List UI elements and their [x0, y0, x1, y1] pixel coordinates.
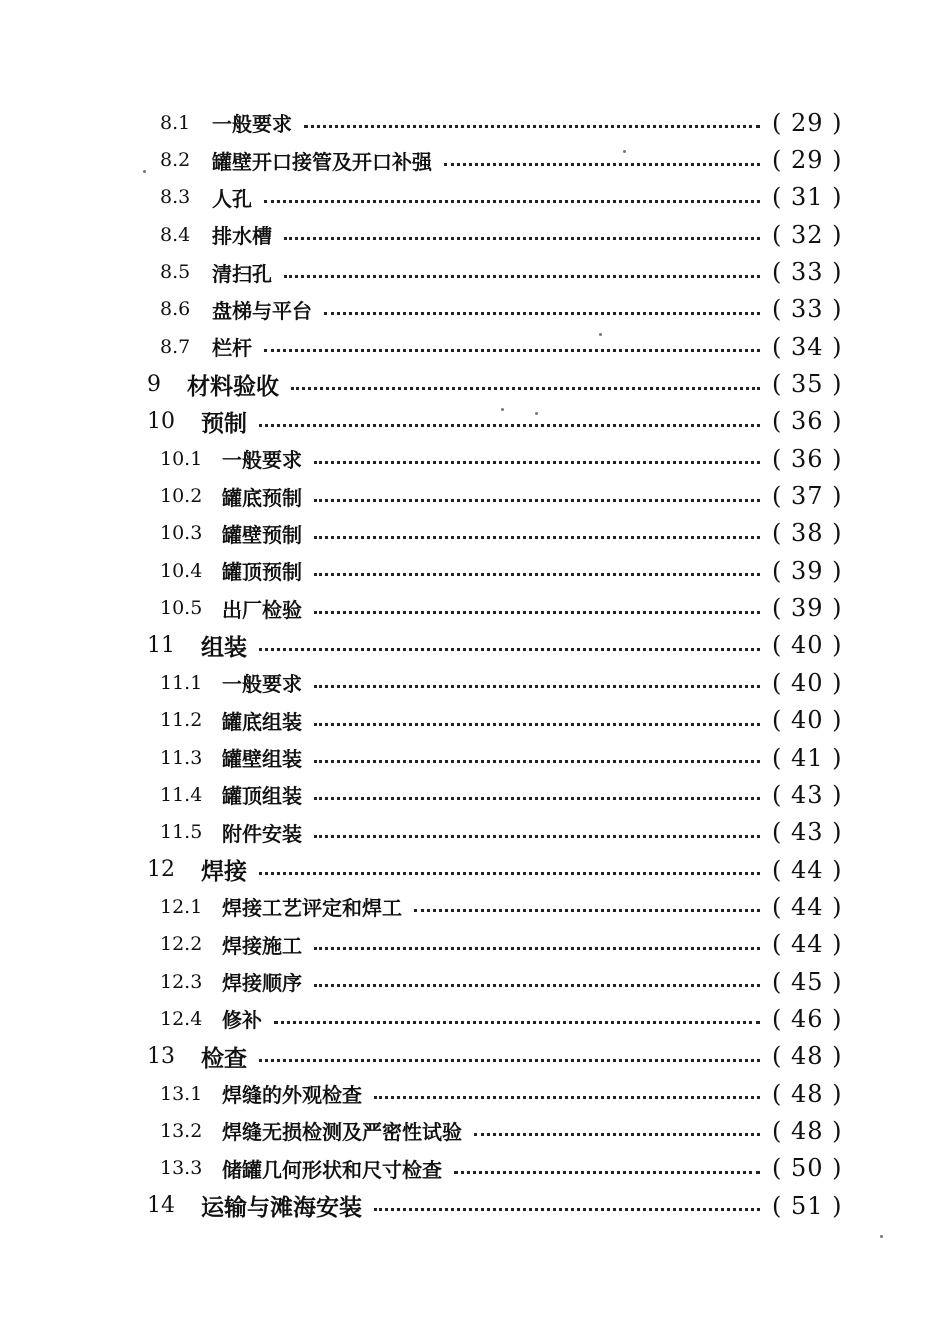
toc-entry-8-5[interactable] [0, 253, 950, 290]
dot-leader [304, 125, 760, 128]
toc-chapter-12[interactable] [0, 851, 950, 888]
dot-leader [291, 387, 760, 390]
toc-entry-page: ( 31 ) [772, 183, 843, 212]
toc-entry-13-3[interactable] [0, 1150, 950, 1187]
scan-speck [535, 412, 538, 415]
toc-entry-number: 11.2 [160, 709, 203, 732]
toc-entry-8-2[interactable] [0, 141, 950, 178]
table-of-contents [0, 104, 950, 1224]
toc-entry-number: 11.4 [160, 783, 203, 806]
dot-leader [259, 648, 760, 651]
toc-entry-12-3[interactable] [0, 963, 950, 1000]
toc-entry-page: ( 37 ) [772, 482, 843, 511]
dot-leader [274, 1021, 760, 1024]
toc-entry-11-4[interactable] [0, 776, 950, 813]
toc-entry-title: 预制 [201, 409, 247, 437]
toc-entry-title: 排水槽 [212, 224, 272, 249]
toc-entry-number: 8.5 [160, 261, 191, 284]
toc-entry-title: 盘梯与平台 [212, 298, 312, 323]
dot-leader [374, 1208, 760, 1211]
toc-entry-number: 8.2 [160, 149, 191, 172]
toc-entry-title: 一般要求 [212, 112, 292, 137]
toc-entry-title: 运输与滩海安装 [201, 1194, 362, 1222]
toc-entry-page: ( 48 ) [772, 1079, 843, 1108]
toc-entry-number: 9 [147, 371, 161, 397]
dot-leader [454, 1171, 760, 1174]
toc-entry-page: ( 38 ) [772, 519, 843, 548]
toc-entry-11-2[interactable] [0, 702, 950, 739]
toc-entry-8-4[interactable] [0, 216, 950, 253]
dot-leader [259, 424, 760, 427]
toc-entry-title: 清扫孔 [212, 261, 272, 286]
dot-leader [264, 200, 760, 203]
toc-entry-title: 组装 [201, 633, 247, 661]
dot-leader [314, 947, 760, 950]
dot-leader [444, 163, 760, 166]
toc-entry-title: 焊接施工 [222, 933, 302, 958]
toc-entry-number: 10 [147, 408, 175, 434]
toc-entry-8-1[interactable] [0, 104, 950, 141]
toc-entry-number: 14 [147, 1193, 175, 1219]
toc-entry-title: 罐顶预制 [222, 560, 302, 585]
toc-entry-number: 11.5 [160, 821, 203, 844]
toc-chapter-11[interactable] [0, 627, 950, 664]
toc-entry-13-2[interactable] [0, 1112, 950, 1149]
toc-entry-page: ( 50 ) [772, 1154, 843, 1183]
toc-entry-number: 10.2 [160, 485, 203, 508]
toc-entry-12-4[interactable] [0, 1000, 950, 1037]
dot-leader [259, 872, 760, 875]
toc-entry-number: 13.3 [160, 1157, 203, 1180]
toc-entry-title: 栏杆 [212, 336, 252, 361]
toc-entry-title: 一般要求 [222, 448, 302, 473]
dot-leader [314, 797, 760, 800]
toc-entry-number: 12 [147, 857, 175, 883]
scan-speck [623, 150, 626, 153]
toc-entry-page: ( 41 ) [772, 743, 843, 772]
dot-leader [259, 1059, 760, 1062]
dot-leader [314, 573, 760, 576]
toc-entry-title: 附件安装 [222, 821, 302, 846]
toc-entry-title: 罐壁开口接管及开口补强 [212, 149, 432, 174]
toc-entry-title: 出厂检验 [222, 597, 302, 622]
toc-entry-page: ( 40 ) [772, 631, 843, 660]
toc-entry-page: ( 46 ) [772, 1004, 843, 1033]
toc-entry-title: 焊缝无损检测及严密性试验 [222, 1120, 462, 1145]
toc-entry-number: 11 [147, 632, 175, 658]
toc-entry-number: 8.6 [160, 298, 191, 321]
scan-speck [143, 170, 146, 173]
toc-entry-page: ( 39 ) [772, 556, 843, 585]
toc-entry-number: 10.1 [160, 447, 203, 470]
scan-speck [599, 333, 602, 336]
toc-entry-number: 12.3 [160, 970, 203, 993]
toc-chapter-13[interactable] [0, 1038, 950, 1075]
toc-entry-number: 10.5 [160, 597, 203, 620]
dot-leader [374, 1096, 760, 1099]
toc-entry-page: ( 40 ) [772, 668, 843, 697]
toc-entry-number: 13.2 [160, 1119, 203, 1142]
dot-leader [314, 611, 760, 614]
toc-entry-number: 8.7 [160, 335, 191, 358]
toc-entry-10-4[interactable] [0, 552, 950, 589]
toc-entry-page: ( 43 ) [772, 780, 843, 809]
toc-entry-10-3[interactable] [0, 515, 950, 552]
toc-entry-10-1[interactable] [0, 440, 950, 477]
toc-entry-page: ( 44 ) [772, 892, 843, 921]
toc-chapter-9[interactable] [0, 365, 950, 402]
dot-leader [264, 349, 760, 352]
toc-entry-number: 8.4 [160, 223, 191, 246]
toc-entry-page: ( 44 ) [772, 930, 843, 959]
toc-entry-number: 11.1 [160, 671, 203, 694]
dot-leader [314, 984, 760, 987]
dot-leader [314, 723, 760, 726]
toc-chapter-10[interactable] [0, 403, 950, 440]
toc-entry-12-1[interactable] [0, 888, 950, 925]
toc-entry-title: 罐壁组装 [222, 747, 302, 772]
dot-leader [314, 461, 760, 464]
toc-entry-number: 12.2 [160, 933, 203, 956]
dot-leader [314, 536, 760, 539]
dot-leader [314, 499, 760, 502]
toc-entry-page: ( 36 ) [772, 444, 843, 473]
toc-entry-8-6[interactable] [0, 291, 950, 328]
toc-entry-11-1[interactable] [0, 664, 950, 701]
toc-entry-page: ( 29 ) [772, 146, 843, 175]
toc-entry-title: 材料验收 [187, 372, 279, 400]
toc-entry-page: ( 34 ) [772, 332, 843, 361]
toc-entry-title: 焊接工艺评定和焊工 [222, 896, 402, 921]
dot-leader [284, 237, 760, 240]
toc-entry-8-3[interactable] [0, 179, 950, 216]
toc-entry-title: 罐顶组装 [222, 784, 302, 809]
toc-entry-page: ( 45 ) [772, 967, 843, 996]
toc-entry-13-1[interactable] [0, 1075, 950, 1112]
toc-entry-title: 罐底预制 [222, 485, 302, 510]
toc-entry-number: 12.1 [160, 895, 203, 918]
toc-entry-page: ( 33 ) [772, 258, 843, 287]
toc-entry-title: 检查 [201, 1044, 247, 1072]
toc-entry-10-2[interactable] [0, 477, 950, 514]
dot-leader [284, 275, 760, 278]
toc-entry-title: 修补 [222, 1008, 262, 1033]
toc-entry-page: ( 44 ) [772, 855, 843, 884]
toc-entry-page: ( 35 ) [772, 370, 843, 399]
dot-leader [474, 1133, 760, 1136]
toc-entry-page: ( 51 ) [772, 1191, 843, 1220]
dot-leader [414, 909, 760, 912]
toc-chapter-14[interactable] [0, 1187, 950, 1224]
toc-entry-page: ( 29 ) [772, 108, 843, 137]
toc-entry-page: ( 43 ) [772, 818, 843, 847]
toc-entry-page: ( 36 ) [772, 407, 843, 436]
toc-entry-title: 罐底组装 [222, 709, 302, 734]
toc-entry-number: 12.4 [160, 1007, 203, 1030]
toc-entry-page: ( 33 ) [772, 295, 843, 324]
dot-leader [314, 760, 760, 763]
toc-entry-number: 10.4 [160, 559, 203, 582]
toc-entry-title: 人孔 [212, 186, 252, 211]
toc-entry-number: 8.1 [160, 111, 191, 134]
toc-entry-page: ( 48 ) [772, 1042, 843, 1071]
scan-speck [880, 1235, 883, 1238]
toc-entry-number: 10.3 [160, 522, 203, 545]
toc-entry-number: 8.3 [160, 186, 191, 209]
toc-entry-title: 罐壁预制 [222, 522, 302, 547]
toc-entry-title: 焊接顺序 [222, 971, 302, 996]
toc-entry-title: 焊接 [201, 858, 247, 886]
toc-entry-number: 13.1 [160, 1082, 203, 1105]
dot-leader [324, 312, 760, 315]
toc-entry-page: ( 39 ) [772, 594, 843, 623]
toc-entry-page: ( 48 ) [772, 1116, 843, 1145]
toc-entry-11-3[interactable] [0, 739, 950, 776]
scan-speck [501, 408, 504, 411]
toc-entry-title: 储罐几何形状和尺寸检查 [222, 1157, 442, 1182]
toc-entry-8-7[interactable] [0, 328, 950, 365]
dot-leader [314, 685, 760, 688]
toc-entry-title: 焊缝的外观检查 [222, 1083, 362, 1108]
toc-entry-number: 11.3 [160, 746, 203, 769]
toc-entry-page: ( 32 ) [772, 220, 843, 249]
toc-entry-12-2[interactable] [0, 926, 950, 963]
dot-leader [314, 835, 760, 838]
toc-entry-number: 13 [147, 1043, 175, 1069]
toc-entry-title: 一般要求 [222, 672, 302, 697]
toc-entry-11-5[interactable] [0, 814, 950, 851]
toc-entry-page: ( 40 ) [772, 706, 843, 735]
toc-entry-10-5[interactable] [0, 589, 950, 626]
